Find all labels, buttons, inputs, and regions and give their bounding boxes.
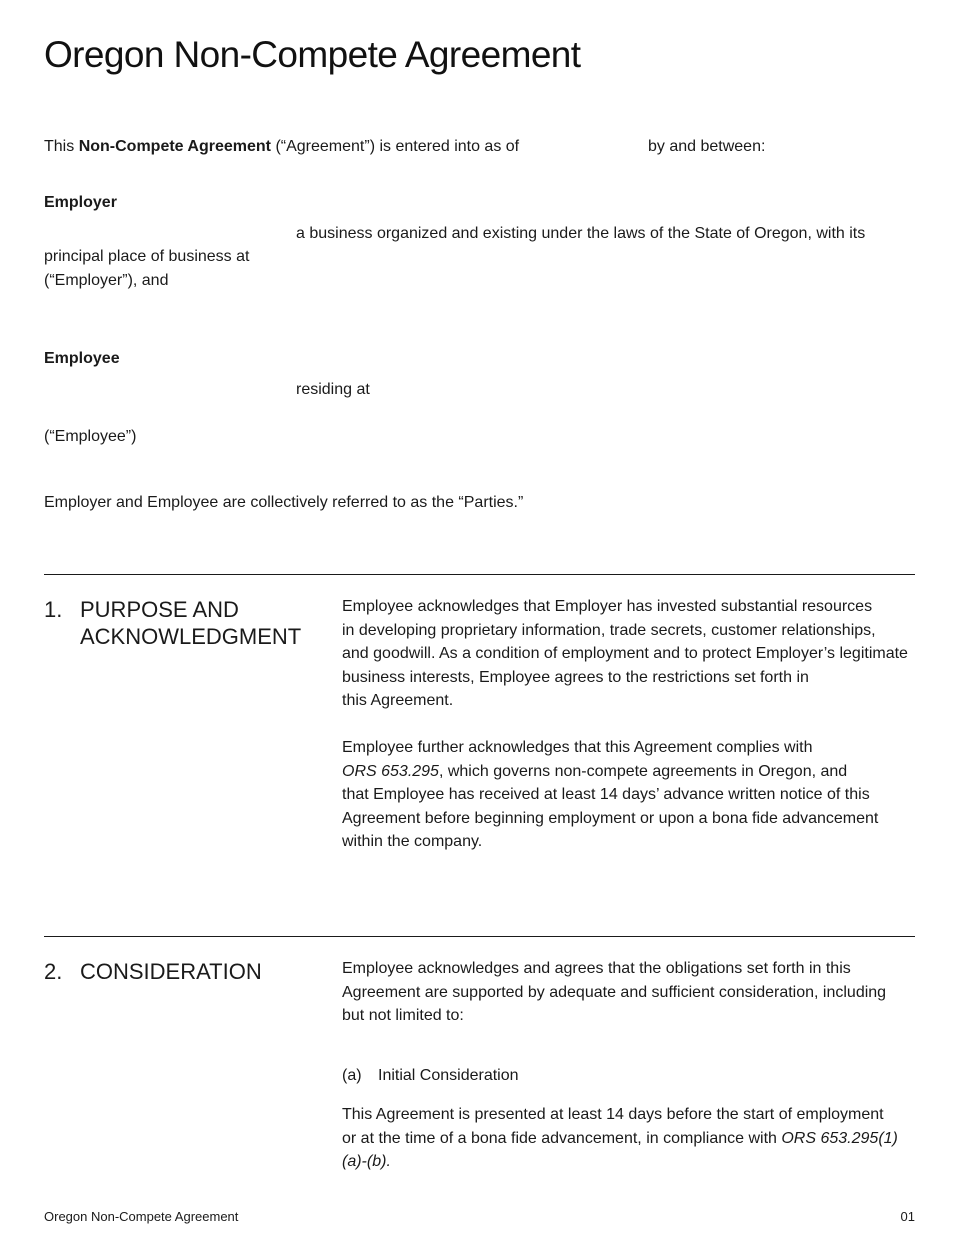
paragraph-line: business interests, Employee agrees to the restrictions set forth in [342, 668, 809, 686]
subsection-a-paragraph [342, 1103, 917, 1174]
statute-citation: (a)-(b). [342, 1153, 391, 1171]
employee-heading: Employee [44, 350, 120, 367]
employer-line3: (“Employer”), and [44, 272, 169, 289]
paragraph-line: Employee acknowledges and agrees that the obligations set forth in this [342, 960, 851, 977]
paragraph-line: Employee acknowledges that Employer has invested substantial resources [342, 598, 873, 615]
paragraph-line: Agreement before beginning employment or upon a bona fide advancement [342, 809, 879, 827]
paragraph-line-with-citation [342, 1127, 917, 1151]
parties-statement: Employer and Employee are collectively referred to as the “Parties.” [44, 494, 524, 511]
section-divider-2 [44, 936, 915, 937]
employer-line1: a business organized and existing under the laws of the State of Oregon, with its [296, 225, 866, 242]
employer-heading: Employer [44, 194, 117, 211]
paragraph-text: , which governs non-compete agreements in Oregon, and [438, 762, 848, 780]
paragraph-line: Employee further acknowledges that this Agreement complies with [342, 739, 813, 756]
paragraph-line: Agreement are supported by adequate and sufficient consideration, including [342, 983, 887, 1001]
paragraph-line: that Employee has received at least 14 days’ advance written notice of this [342, 786, 870, 804]
intro-this: This [44, 138, 75, 155]
section-2-paragraph-1 [342, 957, 917, 1028]
section-1-number: 1. [44, 597, 63, 622]
section-1-paragraph-2 [342, 736, 917, 854]
section-1-title-line1: PURPOSE AND [80, 597, 239, 622]
subsection-a-title: Initial Consideration [378, 1067, 519, 1084]
paragraph-line: This Agreement is presented at least 14 days before the start of employment [342, 1106, 884, 1123]
paragraph-line: and goodwill. As a condition of employment and to protect Employer’s legitimate [342, 645, 908, 663]
section-1-title-line2: ACKNOWLEDGMENT [80, 624, 302, 649]
employee-residing: residing at [296, 381, 370, 398]
paragraph-text: or at the time of a bona fide advancement, in compliance with [342, 1129, 782, 1147]
paragraph-line: but not limited to: [342, 1007, 464, 1025]
intro-line [44, 135, 519, 159]
intro-between: by and between: [648, 138, 766, 155]
employee-label: (“Employee”) [44, 428, 137, 445]
statute-citation: ORS 653.295(1) [781, 1129, 898, 1147]
section-divider-1 [44, 574, 915, 575]
footer-title: Oregon Non-Compete Agreement [44, 1209, 239, 1224]
section-1-paragraph-1 [342, 595, 917, 713]
section-2-title: CONSIDERATION [80, 959, 262, 984]
page-number: 01 [900, 1209, 915, 1224]
paragraph-line: in developing proprietary information, trade secrets, customer relationships, [342, 621, 876, 639]
paragraph-line: this Agreement. [342, 692, 454, 710]
section-2-number: 2. [44, 959, 63, 984]
statute-citation: ORS 653.295 [342, 762, 439, 780]
paragraph-line [342, 1150, 917, 1174]
subsection-a-label: (a) [342, 1067, 362, 1084]
paragraph-line: within the company. [342, 833, 483, 851]
paragraph-line-with-citation [342, 760, 917, 784]
employer-line2: principal place of business at [44, 248, 250, 265]
intro-entered: (“Agreement”) is entered into as of [275, 138, 520, 155]
page-title: Oregon Non-Compete Agreement [44, 34, 581, 75]
intro-agreement-name: Non-Compete Agreement [78, 138, 271, 155]
